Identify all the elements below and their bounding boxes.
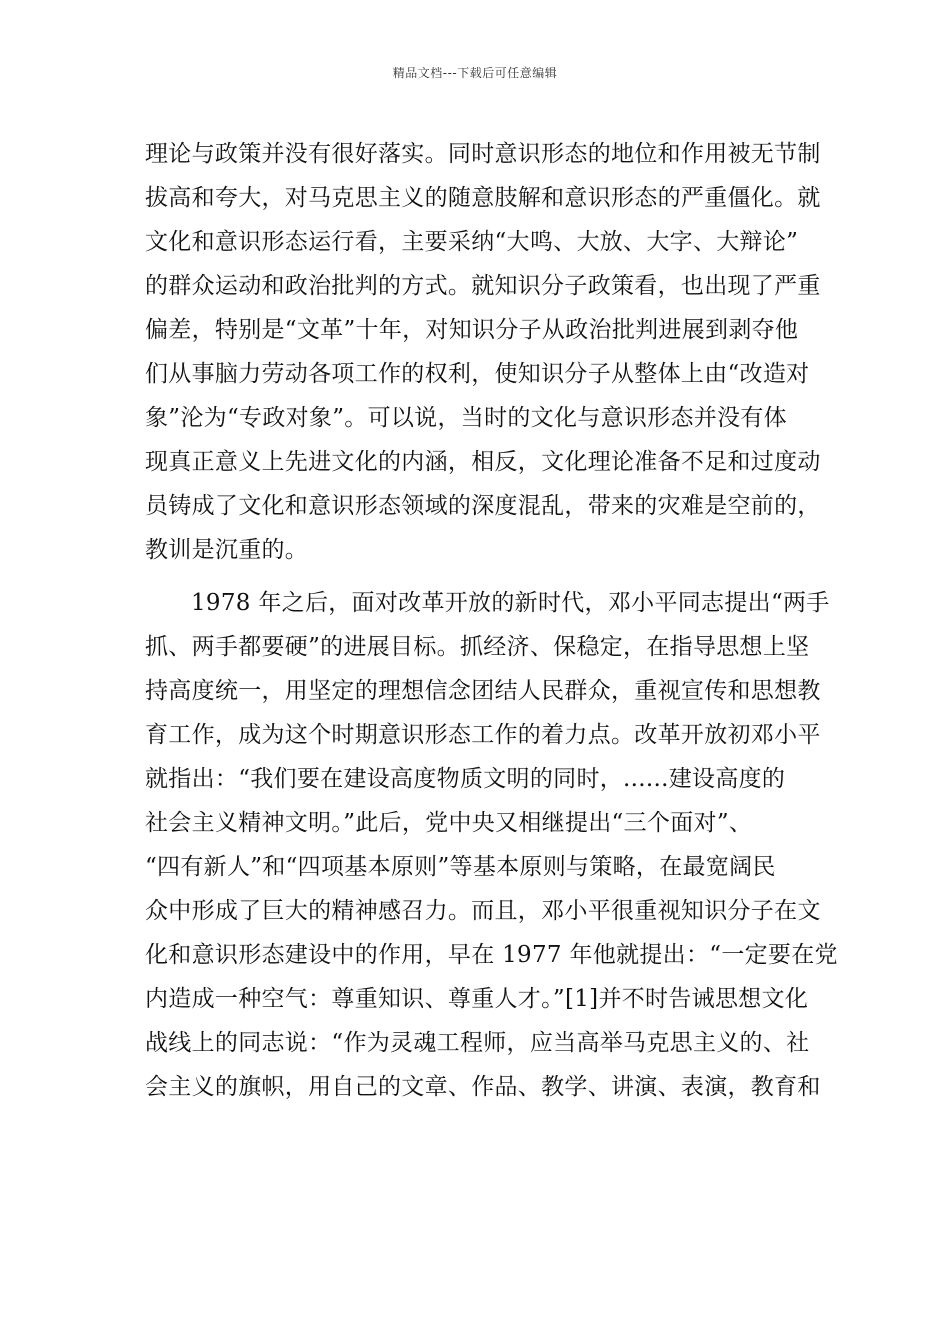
text-line: 们从事脑力劳动各项工作的权利，使知识分子从整体上由“改造对 xyxy=(145,361,810,387)
text-line: 拔高和夸大，对马克思主义的随意肢解和意识形态的严重僵化。就 xyxy=(145,185,821,211)
text-line: “四有新人”和“四项基本原则”等基本原则与策略，在最宽阔民 xyxy=(145,854,776,880)
text-line: 抓、两手都要硬”的进展目标。抓经济、保稳定，在指导思想上坚 xyxy=(145,634,810,660)
paragraph-gap xyxy=(145,572,807,581)
paragraph-2 xyxy=(145,581,838,1109)
text-line: 现真正意义上先进文化的内涵，相反，文化理论准备不足和过度动 xyxy=(145,449,821,475)
text-line: 员铸成了文化和意识形态领域的深度混乱，带来的灾难是空前的， xyxy=(145,493,821,519)
text-line: 持高度统一，用坚定的理想信念团结人民群众，重视宣传和思想教 xyxy=(145,678,821,704)
text-line: 偏差，特别是“文革”十年，对知识分子从政治批判进展到剥夺他 xyxy=(145,317,799,343)
paragraph-1 xyxy=(145,132,821,572)
body-text xyxy=(145,132,838,1109)
text-line: 教训是沉重的。 xyxy=(145,537,309,563)
text-line: 育工作，成为这个时期意识形态工作的着力点。改革开放初邓小平 xyxy=(145,722,821,748)
text-line: 战线上的同志说：“作为灵魂工程师，应当高举马克思主义的、社 xyxy=(145,1030,810,1056)
text-line: 文化和意识形态运行看，主要采纳“大鸣、大放、大字、大辩论” xyxy=(145,229,799,255)
text-line: 象”沦为“专政对象”。可以说，当时的文化与意识形态并没有体 xyxy=(145,405,787,431)
text-line: 众中形成了巨大的精神感召力。而且，邓小平很重视知识分子在文 xyxy=(145,898,821,924)
text-line: 理论与政策并没有很好落实。同时意识形态的地位和作用被无节制 xyxy=(145,141,821,167)
text-line: 的群众运动和政治批判的方式。就知识分子政策看，也出现了严重 xyxy=(145,273,821,299)
text-line: 就指出：“我们要在建设高度物质文明的同时，......建设高度的 xyxy=(145,766,786,792)
text-line: 内造成一种空气：尊重知识、尊重人才。”[1]并不时告诫思想文化 xyxy=(145,986,809,1012)
page-header: 精品文档---下载后可任意编辑 xyxy=(392,66,558,80)
text-line: 会主义的旗帜，用自己的文章、作品、教学、讲演、表演，教育和 xyxy=(145,1074,821,1100)
text-line: 1978 年之后，面对改革开放的新时代，邓小平同志提出“两手 xyxy=(191,590,830,616)
text-line: 化和意识形态建设中的作用，早在 1977 年他就提出：“一定要在党 xyxy=(145,942,838,968)
text-line: 社会主义精神文明。”此后，党中央又相继提出“三个面对”、 xyxy=(145,810,753,836)
